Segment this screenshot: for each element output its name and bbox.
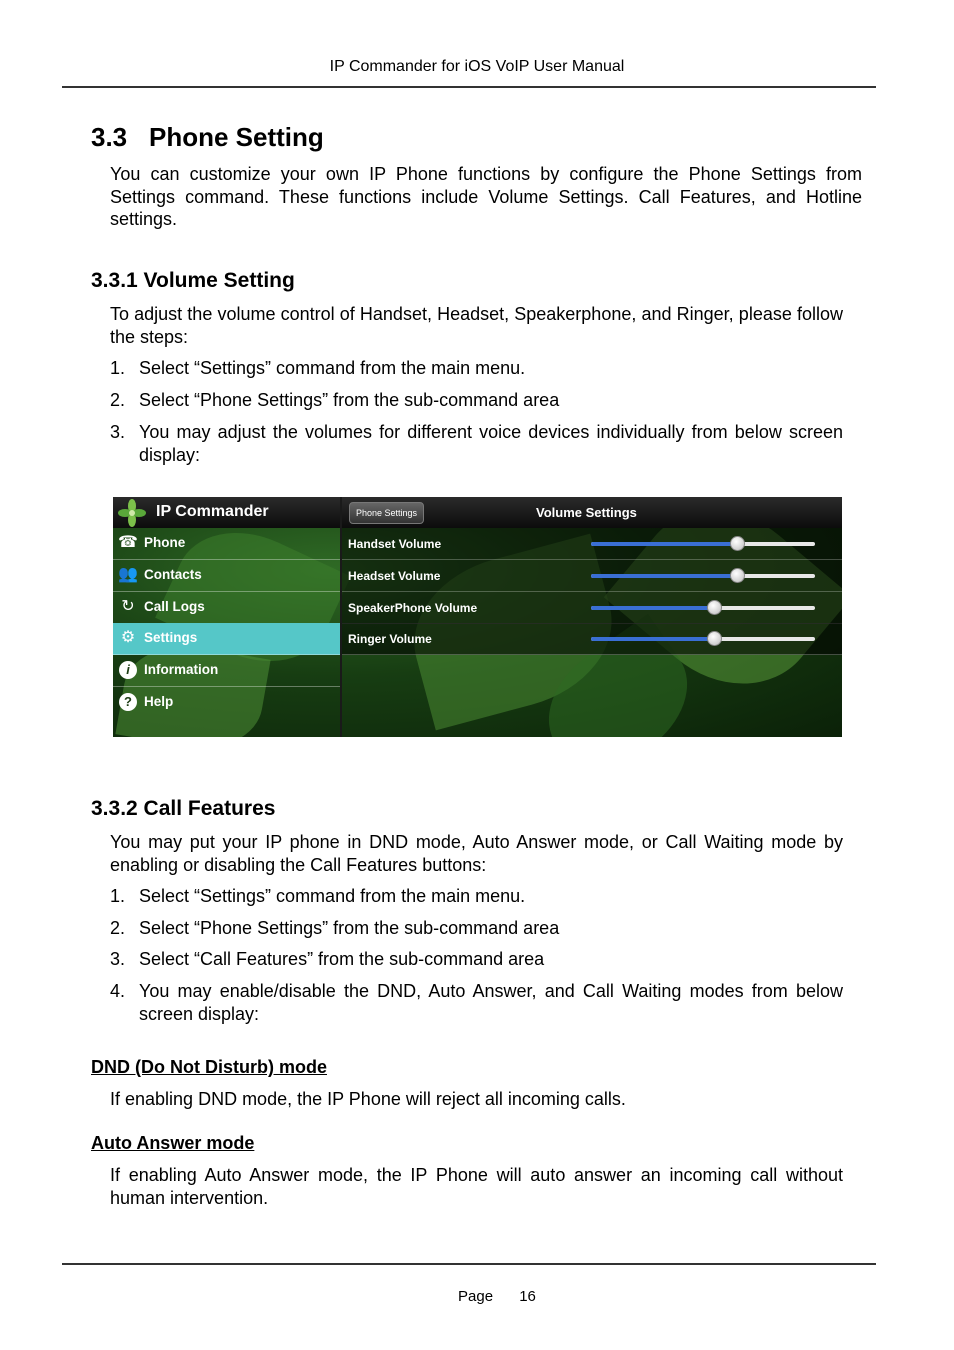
volume-slider[interactable] [591, 574, 815, 578]
page-footer [458, 1288, 536, 1305]
settings-header [342, 497, 842, 528]
menu-item-help[interactable] [113, 687, 340, 718]
slider-fill [591, 574, 737, 578]
volume-slider[interactable] [591, 606, 815, 610]
menu-item-label: Information [144, 662, 219, 677]
auto-answer-heading: Auto Answer mode [91, 1133, 255, 1153]
slider-knob[interactable] [730, 568, 745, 583]
header-rule [62, 86, 876, 88]
menu-item-phone[interactable] [113, 528, 340, 560]
help-icon: ? [117, 692, 139, 712]
volume-setting-intro: To adjust the volume control of Handset, Headset, Speakerphone, and Ringer, please follow the steps: [110, 304, 843, 347]
list-text: Select “Call Features” from the sub-command area [139, 949, 545, 969]
phone-icon: ☎ [118, 534, 138, 551]
footer-rule [62, 1263, 876, 1265]
volume-label: Headset Volume [348, 569, 441, 583]
list-text: You may adjust the volumes for different voice devices individually from below screen display: [139, 422, 843, 465]
menu-item-label: Help [144, 694, 174, 709]
menu-item-call-logs[interactable] [113, 592, 340, 624]
list-text: Select “Phone Settings” from the sub-command area [139, 918, 560, 938]
info-icon: i [117, 660, 139, 680]
list-number: 1. [110, 358, 126, 378]
menu-item-label: Call Logs [144, 599, 205, 614]
call-features-heading: 3.3.2 Call Features [91, 797, 276, 820]
menu-item-label: Contacts [144, 567, 202, 582]
volume-row-handset [342, 528, 842, 560]
menu-item-contacts[interactable] [113, 560, 340, 592]
section-number: 3.3 [91, 122, 128, 152]
menu-item-settings[interactable] [113, 623, 340, 655]
page-number: 16 [519, 1288, 536, 1305]
list-text: Select “Settings” command from the main menu. [139, 358, 526, 378]
call-features-intro: You may put your IP phone in DND mode, Auto Answer mode, or Call Waiting mode by enabling or disabling the Call Features buttons: [110, 832, 843, 875]
section-heading [91, 122, 324, 153]
volume-label: SpeakerPhone Volume [348, 601, 478, 615]
phone-settings-back-button[interactable]: Phone Settings [349, 502, 424, 524]
app-title: IP Commander [156, 503, 269, 520]
auto-answer-text: If enabling Auto Answer mode, the IP Phone will auto answer an incoming call without human intervention. [110, 1165, 843, 1208]
list-number: 2. [110, 918, 126, 938]
call-logs-icon: ↻ [121, 598, 135, 615]
volume-slider[interactable] [591, 542, 815, 546]
slider-fill [591, 606, 714, 610]
section-title: Phone Setting [149, 122, 324, 152]
slider-fill [591, 542, 737, 546]
section-intro: You can customize your own IP Phone functions by configure the Phone Settings from Settings command. These functions include Volume Settings. Call Features, and Hotline settings. [110, 164, 862, 229]
volume-label: Handset Volume [348, 537, 442, 551]
volume-row-headset [342, 560, 842, 592]
slider-knob[interactable] [707, 631, 722, 646]
list-text: You may enable/disable the DND, Auto Answer, and Call Waiting modes from below screen display: [139, 981, 843, 1024]
volume-row-speakerphone [342, 592, 842, 624]
dnd-heading: DND (Do Not Disturb) mode [91, 1057, 327, 1077]
list-number: 2. [110, 390, 126, 410]
slider-knob[interactable] [730, 536, 745, 551]
app-screenshot [113, 497, 842, 737]
menu-item-label: Settings [144, 630, 198, 645]
menu-item-label: Phone [144, 535, 186, 550]
main-menu [113, 497, 340, 737]
contacts-icon: 👥 [118, 566, 138, 583]
volume-label: Ringer Volume [348, 632, 432, 646]
menu-item-information[interactable] [113, 655, 340, 687]
gear-icon: ⚙ [120, 629, 136, 646]
page-label: Page [458, 1288, 494, 1305]
list-number: 3. [110, 422, 126, 442]
list-number: 1. [110, 886, 126, 906]
list-text: Select “Settings” command from the main menu. [139, 886, 526, 906]
panel-title: Volume Settings [536, 505, 637, 520]
volume-setting-heading: 3.3.1 Volume Setting [91, 269, 295, 292]
list-number: 4. [110, 981, 126, 1001]
list-number: 3. [110, 949, 126, 969]
dnd-text: If enabling DND mode, the IP Phone will reject all incoming calls. [110, 1089, 626, 1109]
app-header [113, 497, 340, 528]
list-text: Select “Phone Settings” from the sub-command area [139, 390, 560, 410]
slider-knob[interactable] [707, 600, 722, 615]
volume-slider[interactable] [591, 637, 815, 641]
running-header: IP Commander for iOS VoIP User Manual [329, 58, 625, 75]
slider-fill [591, 637, 714, 641]
clover-logo-icon [117, 499, 147, 527]
volume-row-ringer [342, 623, 842, 655]
